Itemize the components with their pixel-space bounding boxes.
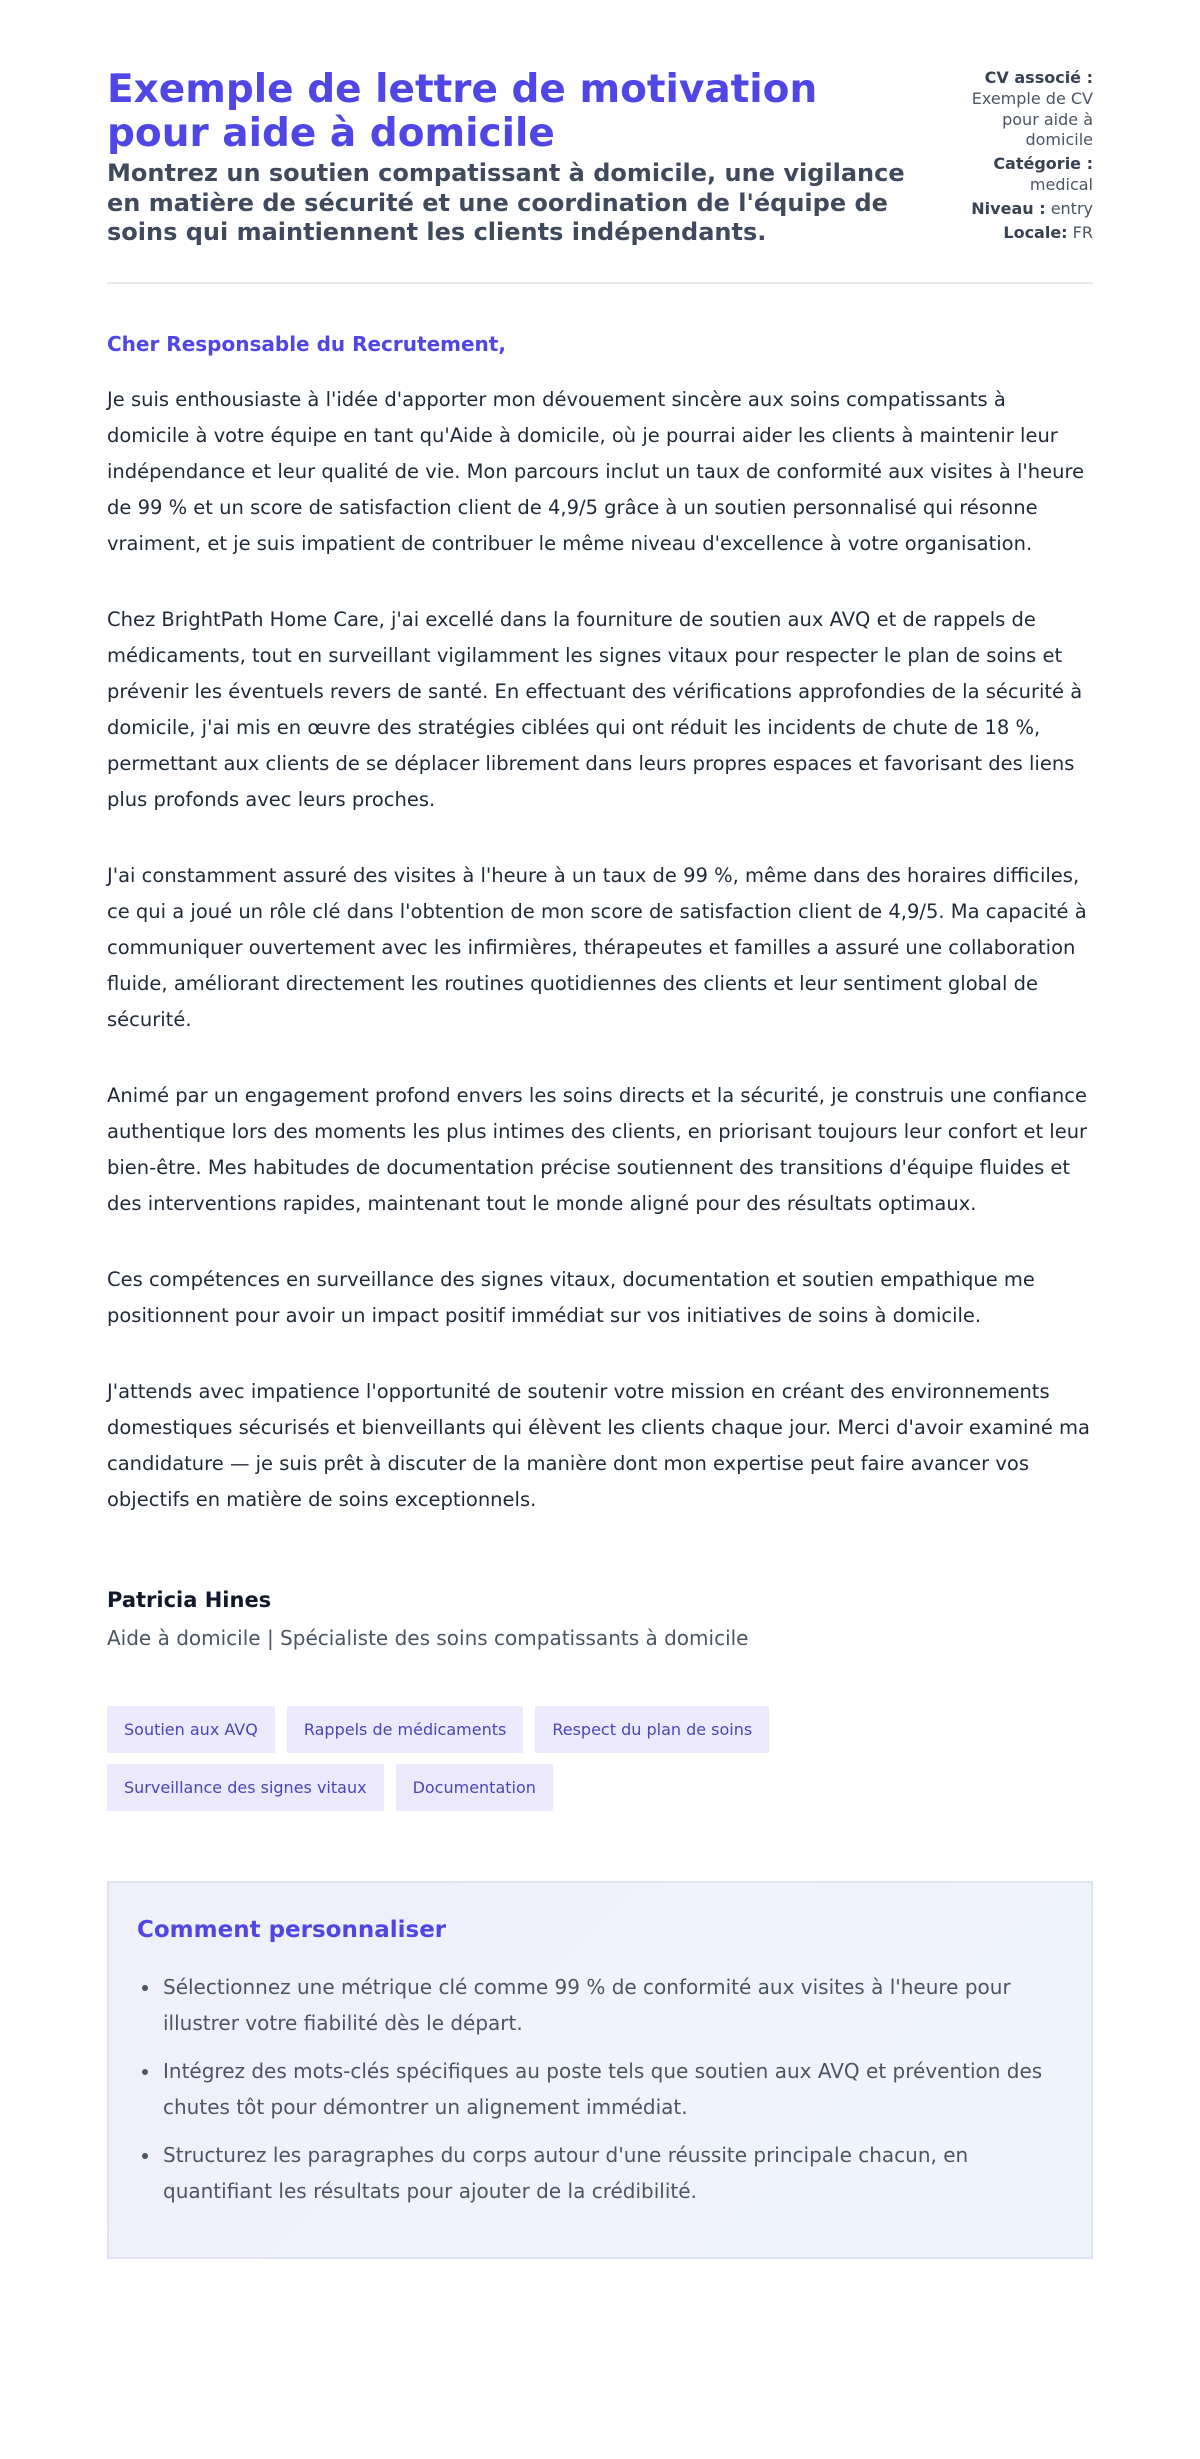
signature-block — [107, 1588, 1093, 1650]
tip-item: • Sélectionnez une métrique clé comme 99 % de conformité aux visites à l'heure pour illustrer votre fiabilité dès le départ. — [161, 1969, 1063, 2041]
tips-title: Comment personnaliser — [137, 1916, 447, 1943]
letter-paragraph: Animé par un engagement profond envers les soins directs et la sécurité, je construis une confiance authentique lors des moments les plus intimes des clients, en priorisant toujours leur confort et leur bien-être. Mes habitudes de documentation précise soutiennent des transitions d'équipe fluides et des interventions rapides, maintenant tout le monde aligné pour des résultats optimaux. — [107, 1083, 1088, 1215]
letter-body — [107, 382, 1093, 1518]
meta-category — [943, 154, 1093, 196]
meta-cv — [943, 68, 1093, 151]
meta-level-value: entry — [1050, 198, 1093, 218]
meta-locale-value: FR — [1072, 222, 1093, 242]
customization-tips-box — [107, 1881, 1093, 2259]
meta-level-label: Niveau : — [971, 198, 1046, 218]
letter-paragraph: J'attends avec impatience l'opportunité de soutenir votre mission en créant des environnements domestiques sécurisés et bienveillants qui élèvent les clients chaque jour. Merci d'avoir examiné ma candidature — je suis prêt à discuter de la manière dont mon expertise peut faire avancer vos objectifs en matière de soins exceptionnels. — [107, 1379, 1090, 1511]
letter-paragraph: J'ai constamment assuré des visites à l'heure à un taux de 99 %, même dans des horaires difficiles, ce qui a joué un rôle clé dans l'obtention de mon score de satisfaction client de 4,9/5. Ma capacité à communiquer ouvertement avec les infirmières, thérapeutes et familles a assuré une collaboration fluide, améliorant directement les routines quotidiennes des clients et leur sentiment global de sécurité. — [107, 863, 1087, 1031]
tip-item: • Intégrez des mots-clés spécifiques au poste tels que soutien aux AVQ et prévention des chutes tôt pour démontrer un alignement immédiat. — [161, 2053, 1063, 2125]
signature-role: Aide à domicile | Spécialiste des soins compatissants à domicile — [107, 1625, 749, 1650]
meta-cv-label: CV associé : — [984, 68, 1093, 87]
meta-category-value: medical — [1029, 174, 1093, 194]
meta-locale-label: Locale: — [1003, 222, 1068, 242]
meta-panel — [943, 68, 1093, 246]
skill-tag: Rappels de médicaments — [287, 1706, 524, 1753]
meta-level — [943, 199, 1093, 220]
skill-tag: Soutien aux AVQ — [107, 1706, 275, 1753]
skill-tags — [107, 1706, 867, 1811]
letter-greeting: Cher Responsable du Recrutement, — [107, 331, 506, 356]
header-titles — [107, 68, 927, 248]
page-subtitle: Montrez un soutien compatissant à domicile, une vigilance en matière de sécurité et une coordination de l'équipe de soins qui maintiennent les clients indépendants. — [107, 159, 905, 247]
page-title: Exemple de lettre de motivation pour aide à domicile — [107, 67, 818, 156]
letter-paragraph: Chez BrightPath Home Care, j'ai excellé dans la fourniture de soutien aux AVQ et de rappels de médicaments, tout en surveillant vigilamment les signes vitaux pour respecter le plan de soins et prévenir les éventuels revers de santé. En effectuant des vérifications approfondies de la sécurité à domicile, j'ai mis en œuvre des stratégies ciblées qui ont réduit les incidents de chute de 18 %, permettant aux clients de se déplacer librement dans leurs propres espaces et favorisant des liens plus profonds avec leurs proches. — [107, 607, 1083, 811]
meta-locale — [943, 223, 1093, 244]
meta-category-label: Catégorie : — [993, 154, 1093, 174]
letter-paragraph: Ces compétences en surveillance des signes vitaux, documentation et soutien empathique me positionnent pour avoir un impact positif immédiat sur vos initiatives de soins à domicile. — [107, 1267, 1035, 1327]
page-header — [107, 68, 1093, 284]
tips-list — [137, 1969, 1063, 2209]
tip-item: • Structurez les paragraphes du corps autour d'une réussite principale chacun, en quantifiant les résultats pour ajouter de la crédibilité. — [161, 2137, 1063, 2209]
skill-tag: Surveillance des signes vitaux — [107, 1764, 384, 1811]
signature-name: Patricia Hines — [107, 1587, 272, 1612]
skill-tag: Respect du plan de soins — [535, 1706, 769, 1753]
meta-cv-value: Exemple de CV pour aide à domicile — [971, 88, 1093, 150]
skill-tag: Documentation — [396, 1764, 553, 1811]
letter-paragraph: Je suis enthousiaste à l'idée d'apporter mon dévouement sincère aux soins compatissants à domicile à votre équipe en tant qu'Aide à domicile, où je pourrai aider les clients à maintenir leur indépendance et leur qualité de vie. Mon parcours inclut un taux de conformité aux visites à l'heure de 99 % et un score de satisfaction client de 4,9/5 grâce à un soutien personnalisé qui résonne vraiment, et je suis impatient de contribuer le même niveau d'excellence à votre organisation. — [107, 387, 1085, 555]
